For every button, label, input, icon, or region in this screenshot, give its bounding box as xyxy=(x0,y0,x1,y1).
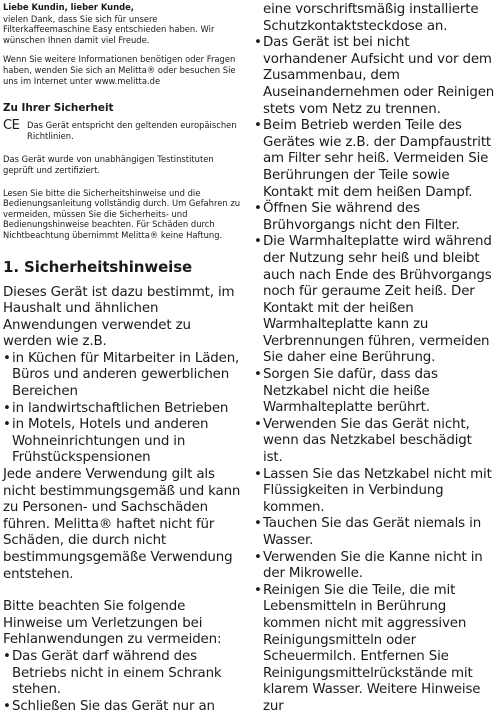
list-item: • Verwenden Sie die Kanne nicht in der Mikrowelle. xyxy=(254,550,495,583)
other-use-text: Jede andere Verwendung gilt als nicht bestimmungsgemäß und kann zu Personen- und Sachschäden führen. Melitta® haftet nicht für Schäden, die durch nicht bestimmungsgemäße Verwendung entstehen. xyxy=(3,467,241,582)
safety-heading: Zu Ihrer Sicherheit xyxy=(3,102,114,115)
list-item: • Reinigen Sie die Teile, die mit Lebensmitteln in Berührung kommen nicht mit aggressiven Reinigungsmitteln oder Scheuermilch. Entfernen Sie Reinigungsmittelrückstände mit klarem Wasser. Weitere Hinweise zur xyxy=(254,583,495,716)
safety-list xyxy=(254,35,495,715)
list-item: • Lassen Sie das Netzkabel nicht mit Flüssigkeiten in Verbindung kommen. xyxy=(254,467,495,517)
left-column xyxy=(3,0,241,715)
read-notice: Lesen Sie bitte die Sicherheitshinweise und die Bedienungsanleitung vollständig durch. Um Gefahren zu vermeiden, müssen Sie die Sicherheits- und Bedienungshinweise beachten. Für Schäden durch Nichtbeachtung übernimmt Melitta® keine Haftung. xyxy=(3,187,241,240)
list-item: • in Motels, Hotels und anderen Wohneinrichtungen und in Frühstückspensionen xyxy=(3,417,241,467)
list-item: • Verwenden Sie das Gerät nicht, wenn das Netzkabel beschädigt ist. xyxy=(254,417,495,467)
list-item: • Tauchen Sie das Gerät niemals in Wasser. xyxy=(254,516,495,549)
intended-use-list xyxy=(3,351,241,467)
list-item: • Öffnen Sie während des Brühvorgangs nicht den Filter. xyxy=(254,201,495,234)
contact-text: Wenn Sie weitere Informationen benötigen oder Fragen haben, wenden Sie sich an Melitta® oder besuchen Sie uns im Internet unter www.melitta.de xyxy=(3,54,236,86)
please-note-text: Bitte beachten Sie folgende Hinweise um Verletzungen bei Fehlanwendungen zu vermeiden: xyxy=(3,599,222,648)
list-item: • in landwirtschaftlichen Betrieben xyxy=(3,401,241,418)
notes-list xyxy=(3,649,241,715)
right-column xyxy=(254,0,495,716)
list-item: • Beim Betrieb werden Teile des Gerätes wie z.B. der Dampfaustritt am Filter sehr heiß. Vermeiden Sie Berührungen der Teile sowie Kontakt mit dem heißen Dampf. xyxy=(254,118,495,201)
ce-mark-icon: CE xyxy=(3,118,20,134)
list-item: • Sorgen Sie dafür, dass das Netzkabel nicht die heiße Warmhalteplatte berührt. xyxy=(254,367,495,417)
intro-text: vielen Dank, dass Sie sich für unsere Filterkaffeemaschine Easy entschieden haben. Wir wünschen Ihnen damit viel Freude. xyxy=(3,13,215,45)
tested-text: Das Gerät wurde von unabhängigen Testinstituten geprüft und zertifiziert. xyxy=(3,154,214,175)
ce-row xyxy=(3,120,241,141)
list-item: • Das Gerät darf während des Betriebs nicht in einem Schrank stehen. xyxy=(3,649,241,699)
list-item: • Die Warmhalteplatte wird während der Nutzung sehr heiß und bleibt auch nach Ende des Brühvorgangs noch für geraume Zeit heiß. Der Kontakt mit der heißen Warmhalteplatte kann zu Verbrennungen führen, vermeiden Sie daher eine Berührung. xyxy=(254,234,495,367)
section-title: 1. Sicherheitshinweise xyxy=(3,257,193,276)
greeting: Liebe Kundin, lieber Kunde, xyxy=(3,2,134,12)
list-item: • Schließen Sie das Gerät nur an xyxy=(3,699,241,716)
ce-text: Das Gerät entspricht den geltenden europäischen Richtlinien. xyxy=(27,120,237,141)
intended-use-text: Dieses Gerät ist dazu bestimmt, im Haushalt und ähnlichen Anwendungen verwendet zu werden wie z.B. xyxy=(3,284,235,350)
list-item: • Das Gerät ist bei nicht vorhandener Aufsicht und vor dem Zusammenbau, dem Auseinandernehmen oder Reinigen stets vom Netz zu trennen. xyxy=(254,35,495,118)
list-item: • in Küchen für Mitarbeiter in Läden, Büros und anderen gewerblichen Bereichen xyxy=(3,351,241,401)
continuation-text: eine vorschriftsmäßig installierte Schutzkontaktsteckdose an. xyxy=(263,2,479,34)
